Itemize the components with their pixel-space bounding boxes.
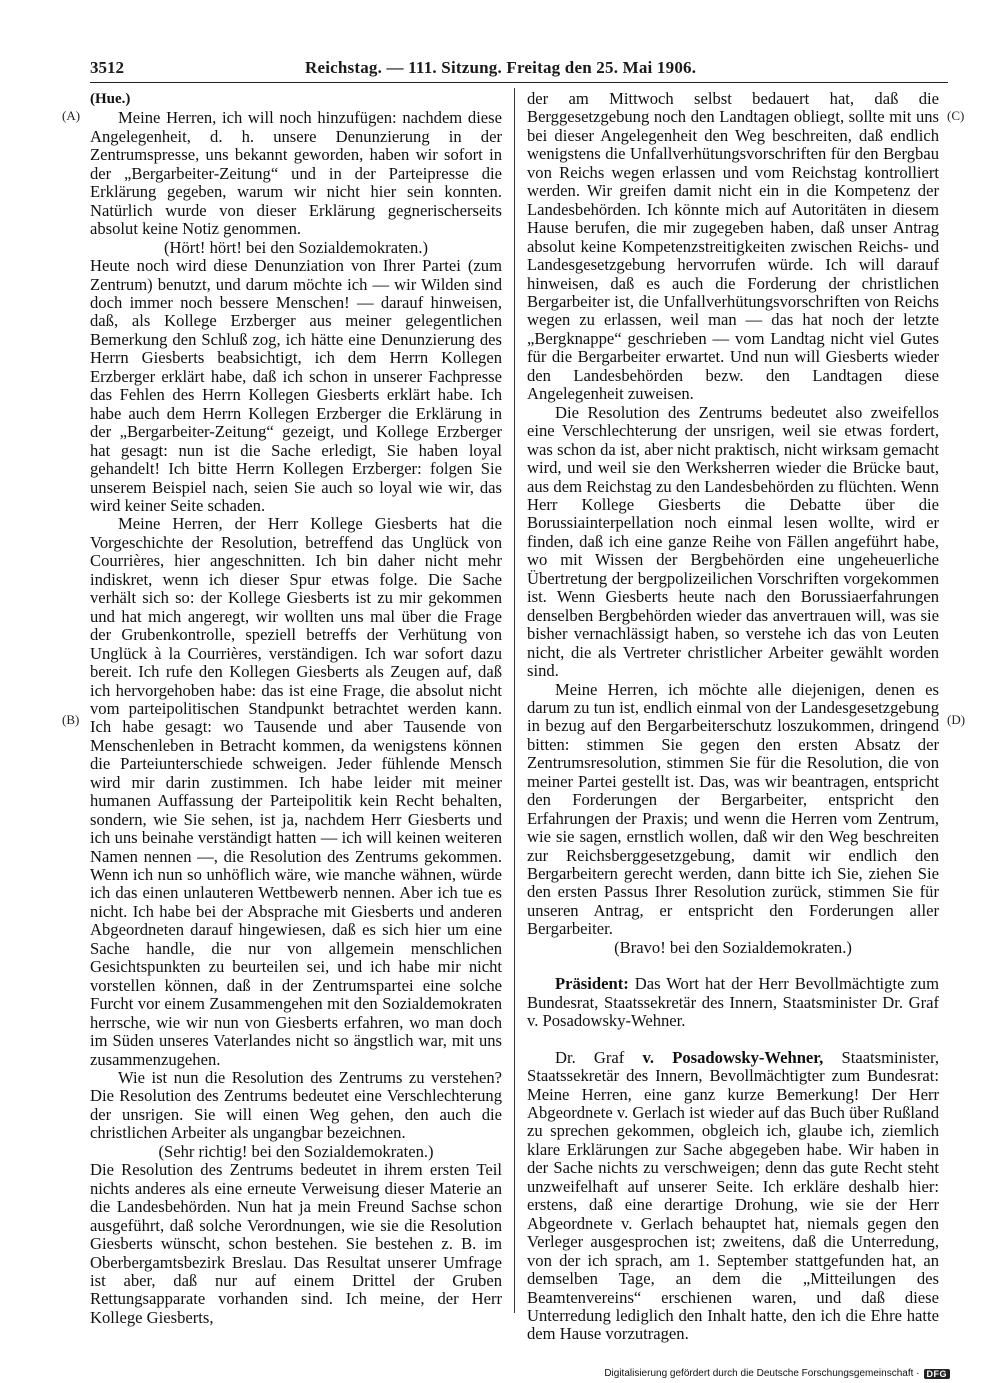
header-rule bbox=[90, 82, 948, 83]
president-paragraph bbox=[527, 975, 939, 1030]
spacer bbox=[527, 1031, 939, 1049]
dfg-logo: DFG bbox=[924, 1369, 951, 1379]
interjection: (Bravo! bei den Sozialdemokraten.) bbox=[614, 937, 852, 957]
interjection: (Sehr richtig! bei den Sozialdemokraten.) bbox=[158, 1141, 434, 1161]
margin-mark-c: (C) bbox=[947, 108, 965, 123]
paragraph: Meine Herren, ich möchte alle diejenigen, denen es darum zu tun ist, endlich einmal von der Landesgesetzgebung in bezug auf den Bergarbeiterschutz loszukommen, dringend bitten: stimmen Sie gegen den ersten Absatz der Zentrumsresolution, stimmen Sie für die Resolution, die von meiner Partei gestellt ist. Das, was wir beantragen, entspricht den Forderungen der Bergarbeiter, entspricht den Erfahrungen der Praxis; und wenn die Herren vom Zentrum, wie sie sagen, ernstlich wollen, daß wir den Weg beschreiten zur Reichsberggesetzgebung, damit wir endlich den Bergarbeitern gerecht werden, dann bitte ich Sie, ziehen Sie den ersten Passus Ihrer Resolution zurück, stimmen Sie für unseren Antrag, er entspricht den Forderungen aller Bergarbeiter. bbox=[527, 679, 939, 939]
paragraph: Die Resolution des Zentrums bedeutet also zweifellos eine Verschlechterung der unsrigen, weil sie etwas fordert, was schon da ist, aber nicht praktisch, nicht wirksam gemacht wird, und weil sie den Werksherren wieder die Brücke baut, aus dem Reichstag zu den Landesbehörden zu flüchten. Wenn Herr Kollege Giesberts die Debatte über die Borussiainterpellation noch einmal lesen wollte, wird er finden, daß ich eine ganze Reihe von Fällen angeführt habe, wo mit Wissen der Bergbehörden eine ungeheuerliche Übertretung der bergpolizeilichen Vorschriften vorgekommen ist. Wenn Giesberts heute nach den Borussiaerfahrungen denselben Bergbehörden wieder das anvertrauen will, was sie bisher vernachlässigt haben, so verstehe ich das von Leuten nicht, die als Vertreter christlicher Arbeiter gewählt worden sind. bbox=[527, 402, 939, 681]
paragraph: Die Resolution des Zentrums bedeutet in ihrem ersten Teil nichts anderes als eine erneute Verweisung dieser Materie an die Landesbehörden. Nun hat ja mein Freund Sachse schon ausgeführt, daß solche Verordnungen, wie sie die Resolution Giesberts wünscht, schon bestehen. Sie bestehen z. B. im Oberbergamtsbezirk Breslau. Das Resultat unserer Umfrage ist aber, daß nur auf einem Drittel der Gruben Rettungsapparate vorhanden sind. Ich meine, der Herr Kollege Giesberts, bbox=[90, 1160, 502, 1327]
interjection: (Hört! hört! bei den Sozialdemokraten.) bbox=[163, 237, 429, 257]
speaker-label: (Hue.) bbox=[90, 91, 131, 107]
right-column bbox=[527, 90, 939, 1344]
paragraph: Meine Herren, der Herr Kollege Giesberts hat die Vorgeschichte der Resolution, betreffend das Unglück von Courrières, hier angeschnitten. Ich bin daher nicht mehr indiskret, wenn ich dieser Spur etwas folge. Die Sache verhält sich so: der Kollege Giesberts ist zu mir gekommen und hat mich angeregt, wir wollten uns mal über die Frage der Grubenkontrolle, speziell betreffs der Verhütung von Unglück à la Courrières, verständigen. Ich war sofort dazu bereit. Ich rufe den Kollegen Giesberts als Zeugen auf, daß ich hervorgehoben habe: das ist eine Frage, die absolut nicht vom parteipolitischen Standpunkt betrachtet werden kann. Ich habe gesagt: wo Tausende und aber Tausende von Menschenleben in Betracht kommen, da wenigstens können die Parteiunterschiede schweigen. Jeder fühlende Mensch wird mir darin zustimmen. Ich habe leider mit meiner humanen Auffassung der Parteipolitik kein Recht behalten, sondern, wie Sie sehen, ist ja, nachdem Herr Giesberts und ich uns beinahe verständigt hatten — ich will keinen weiteren Namen nennen —, die Resolution des Zentrums gekommen. Wenn ich nun so unhöflich wäre, wie manche wähnen, würde ich das einen unlauteren Wettbewerb nennen. Aber ich tue es nicht. Ich habe bei der Absprache mit Giesberts und anderen Abgeordneten darauf hingewiesen, daß es sich hier um eine Sache handle, die nur von allgemein menschlichen Gesichtspunkten zu beurteilen sei, und ich habe mir nicht vorstellen können, daß in der Zentrumspartei eine solche Furcht vor einem Zusammengehen mit den Sozialdemokraten herrsche, wie wir nun von Giesberts erfahren, wo man doch im Süden unseres Vaterlandes nicht so ängstlich war, mit uns zusammenzugehen. bbox=[90, 514, 502, 1069]
president-label: Präsident: bbox=[555, 974, 629, 994]
page-number: 3512 bbox=[90, 58, 124, 77]
footer-text: Digitalisierung gefördert durch die Deutsche Forschungsgemeinschaft · bbox=[604, 1368, 920, 1379]
running-title: Reichstag. — 111. Sitzung. Freitag den 25. Mai 1906. bbox=[305, 58, 697, 77]
speech-text: Staatsminister, Staatssekretär des Innern, Bevollmächtigter zum Bundesrat: Meine Herren, eine ganz kurze Bemerkung! Der Herr Abgeordnete v. Gerlach ist wieder auf das Buch über Rußland zu sprechen gekommen, obgleich ich, glaube ich, ziemlich klare Erklärungen zur Sache abgegeben habe. Wir haben in der Sache nichts zu verschweigen; denn das gute Recht steht unzweifelhaft auf unserer Seite. Ich erkläre deshalb hier: erstens, daß eine derartige Drohung, wie sie der Herr Abgeordnete v. Gerlach behauptet hat, niemals gegen den Verleger ausgesprochen ist; zweitens, daß die Unterredung, von der ich sprach, am 1. September stattgefunden hat, an demselben Tage, an dem die „Mitteilungen des Beamtenvereins“ erschienen waren, und daß diese Unterredung lediglich den Inhalt hatte, den ich die Ehre hatte dem Hause vorzutragen. bbox=[527, 1047, 939, 1344]
paragraph: der am Mittwoch selbst bedauert hat, daß die Berggesetzgebung noch den Landtagen obliegt, sollte mit uns bei dieser Angelegenheit den Weg beschreiten, daß endlich wenigstens die Unfallverhütungsvorschriften für den Bergbau von Reichs wegen erlassen und vom Reichstag kontrolliert werden. Wir greifen damit nicht ein in die Kompetenz der Landesbehörden. Ich könnte mich auf Autoritäten in diesem Hause berufen, die mir zugegeben haben, daß unser Antrag absolut keine Kompetenzstreitigkeiten zwischen Reichs- und Landesgesetzgebung hervorrufen würde. Ich will darauf hinweisen, daß es auch die Forderung der christlichen Bergarbeiter ist, die Unfallverhütungsvorschriften von Reichs wegen zu erlassen, weil man — das hat noch der letzte „Bergknappe“ geschrieben — vom Landtag nicht viel Gutes für die Bergarbeiter erwartet. Und nun will Giesberts wieder den Landesbehörden bezw. den Landtagen diese Angelegenheit zuweisen. bbox=[527, 89, 939, 404]
paragraph: Wie ist nun die Resolution des Zentrums zu verstehen? Die Resolution des Zentrums bedeutet eine Verschlechterung der unsrigen. Sie will einen Weg gehen, den auch die christlichen Arbeiter als ungangbar bezeichnen. bbox=[90, 1068, 502, 1143]
speech-paragraph bbox=[527, 1049, 939, 1344]
column-divider bbox=[514, 88, 515, 1313]
footer bbox=[604, 1368, 950, 1379]
margin-mark-a: (A) bbox=[62, 108, 81, 123]
speaker-name: v. Posadowsky-Wehner, bbox=[642, 1047, 824, 1067]
paragraph: Heute noch wird diese Denunziation von Ihrer Partei (zum Zentrum) benutzt, und darum möchte ich — wir Wilden sind doch immer noch bessere Menschen! — darauf hinweisen, daß, als Kollege Erzberger aus meiner gelegentlichen Bemerkung den Schluß zog, ich hätte eine Denunzierung des Herrn Giesberts beabsichtigt, ich dem Herrn Kollegen Erzberger erklärt habe, daß ich schon in unserer Fachpresse das Fehlen des Herrn Kollegen Giesberts erklärt habe. Ich habe auch dem Herrn Kollegen Erzberger die Erklärung in der „Bergarbeiter-Zeitung“ gezeigt, und Kollege Erzberger hat gesagt: nun ist die Sache erledigt, Sie haben loyal gehandelt! Ich bitte Herrn Kollegen Erzberger: folgen Sie unserem Beispiel nach, seien Sie auch so loyal wie wir, das wird keiner Seite schaden. bbox=[90, 256, 502, 515]
margin-mark-b: (B) bbox=[62, 712, 80, 727]
page-header bbox=[90, 58, 948, 84]
spacer bbox=[527, 957, 939, 975]
president-text: Das Wort hat der Herr Bevollmächtigte zum Bundesrat, Staatssekretär des Innern, Staatsminister Dr. Graf v. Posadowsky-Wehner. bbox=[527, 974, 939, 1031]
paragraph: Meine Herren, ich will noch hinzufügen: nachdem diese Angelegenheit, d. h. unsere Denunzierung in der Zentrumspresse, uns bekannt geworden, haben wir sofort in der „Bergarbeiter-Zeitung“ und in der Parteipresse die Erklärung gegeben, warum wir nicht hier sein konnten. Natürlich wurde von dieser Erklärung gegnerischerseits absolut keine Notiz genommen. bbox=[90, 108, 502, 239]
left-column bbox=[90, 90, 502, 1327]
margin-mark-d: (D) bbox=[947, 712, 966, 727]
speech-intro: Dr. Graf bbox=[555, 1047, 625, 1067]
